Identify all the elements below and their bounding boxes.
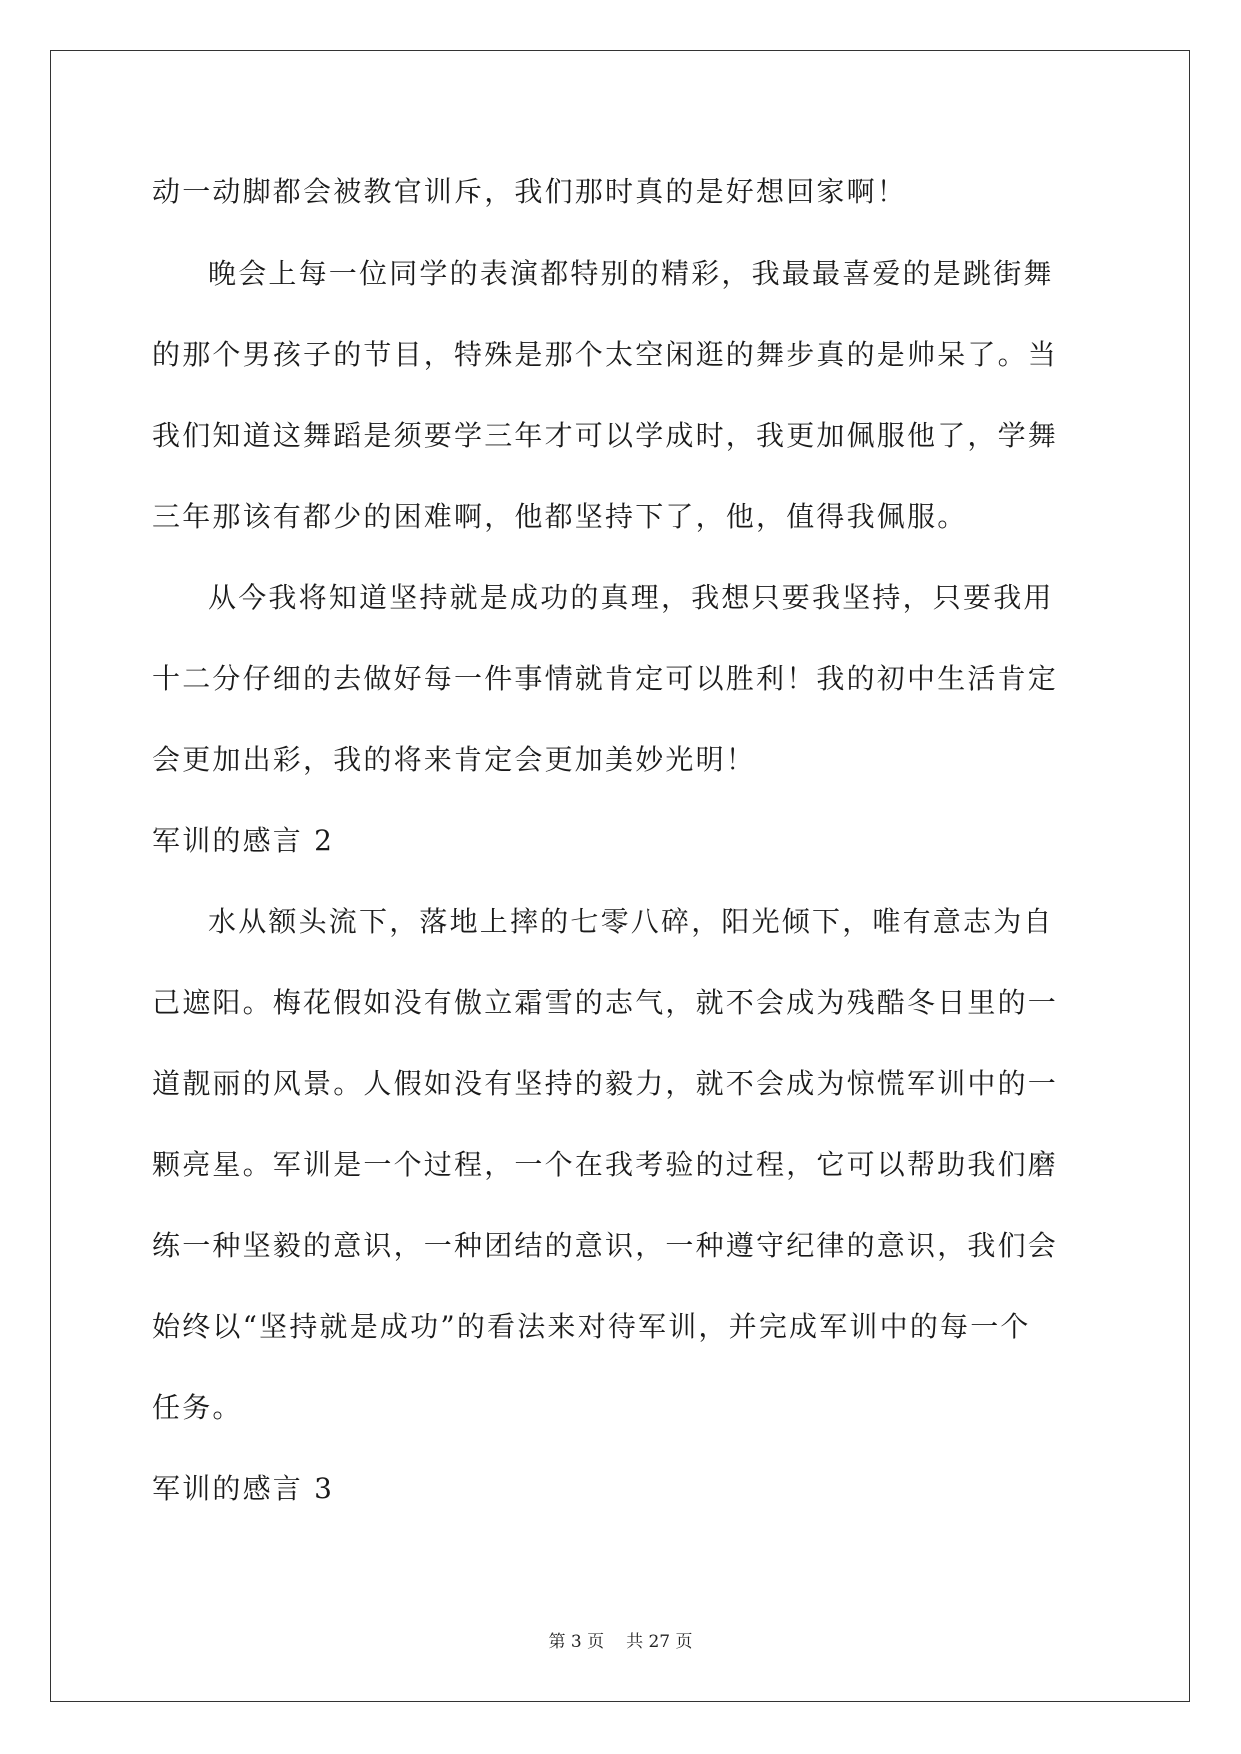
page-footer (0, 1630, 1241, 1654)
body-text-line: 会更加出彩，我的将来肯定会更加美妙光明！ (152, 743, 757, 776)
paragraph-first-line: 晚会上每一位同学的表演都特别的精彩，我最最喜爱的是跳街舞 (208, 257, 1054, 290)
body-text-line: 任务。 (152, 1391, 243, 1424)
body-text-line: 十二分仔细的去做好每一件事情就肯定可以胜利！我的初中生活肯定 (152, 662, 1059, 695)
page-number: 第 3 页 (548, 1632, 605, 1652)
body-text-line: 的那个男孩子的节目，特殊是那个太空闲逛的舞步真的是帅呆了。当 (152, 338, 1059, 371)
paragraph-first-line: 从今我将知道坚持就是成功的真理，我想只要我坚持，只要我用 (208, 581, 1054, 614)
body-text-line: 动一动脚都会被教官训斥，我们那时真的是好想回家啊！ (152, 175, 908, 208)
page-total: 共 27 页 (626, 1632, 693, 1652)
body-text-line: 道靓丽的风景。人假如没有坚持的毅力，就不会成为惊慌军训中的一 (152, 1067, 1059, 1100)
paragraph-first-line: 水从额头流下，落地上摔的七零八碎，阳光倾下，唯有意志为自 (208, 905, 1054, 938)
body-text-line: 始终以“坚持就是成功”的看法来对待军训，并完成军训中的每一个 (152, 1310, 1031, 1343)
page-frame (50, 50, 1190, 1702)
body-text-line: 三年那该有都少的困难啊，他都坚持下了，他，值得我佩服。 (152, 500, 968, 533)
section-heading: 军训的感言 3 (152, 1472, 335, 1505)
body-text-line: 颗亮星。军训是一个过程，一个在我考验的过程，它可以帮助我们磨 (152, 1148, 1059, 1181)
body-text-line: 练一种坚毅的意识，一种团结的意识，一种遵守纪律的意识，我们会 (152, 1229, 1059, 1262)
body-text-line: 己遮阳。梅花假如没有傲立霜雪的志气，就不会成为残酷冬日里的一 (152, 986, 1059, 1019)
body-text-line: 我们知道这舞蹈是须要学三年才可以学成时，我更加佩服他了，学舞 (152, 419, 1059, 452)
section-heading: 军训的感言 2 (152, 824, 335, 857)
